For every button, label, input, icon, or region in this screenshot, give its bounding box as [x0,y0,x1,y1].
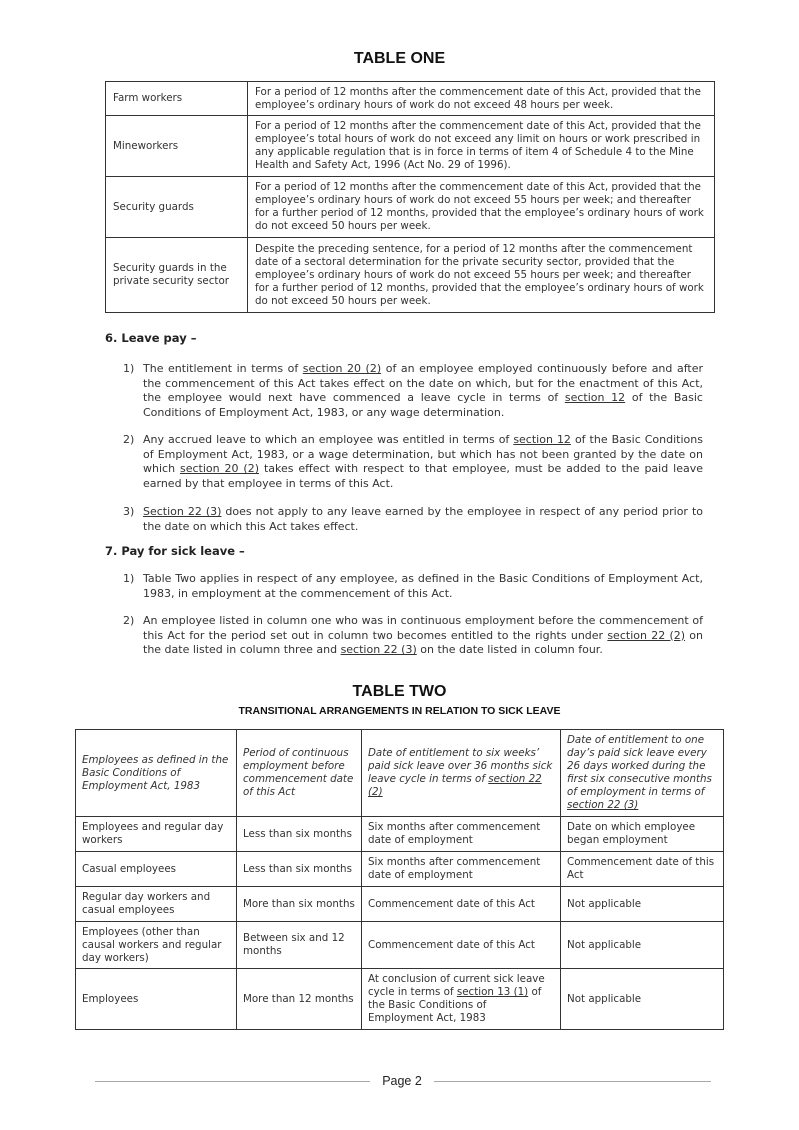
section-link[interactable]: section 20 (2) [179,462,260,475]
table-cell: Commencement date of this Act [362,922,561,969]
section-link[interactable]: section 22 (3) [340,643,417,656]
list-item [123,572,703,601]
list-item-text: Section 22 (3) does not apply to any leave earned by the employee in respect of any period prior to the date on which this Act takes effect. [143,505,703,533]
list-item-number: 2) [123,614,135,627]
list-item [123,505,703,534]
table-row [76,969,724,1030]
table-cell: Casual employees [76,852,237,887]
table-row [76,922,724,969]
list-item-text: Any accrued leave to which an employee was entitled in terms of section 12 of the Basic Conditions of Employment Act, 1983, or a wage determination, but which has not been granted by the date on which section 20 (2) takes effect with respect to that employee, must be added to the paid leave earned by that employee in terms of this Act. [143,433,703,490]
section-link[interactable]: Section 22 (3) [143,505,222,518]
table-cell: Less than six months [237,852,362,887]
section-6-heading: 6. Leave pay – [105,331,197,345]
table-cell: Not applicable [561,969,724,1030]
table-cell-category: Farm workers [106,82,248,116]
table-row [106,177,715,238]
table-cell: Six months after commencement date of employment [362,817,561,852]
table-cell-category: Mineworkers [106,116,248,177]
list-item-number: 2) [123,433,135,446]
table-cell: More than six months [237,887,362,922]
table-cell: Date on which employee began employment [561,817,724,852]
section-link[interactable]: section 22 (2) [368,773,542,798]
table-one [105,81,715,313]
table-row [106,116,715,177]
table-cell: Commencement date of this Act [561,852,724,887]
page-number: Page 2 [382,1074,422,1088]
section-link[interactable]: section 22 (2) [607,628,686,642]
table-cell: Employees and regular day workers [76,817,237,852]
list-item-number: 1) [123,572,135,585]
section-link[interactable]: section 22 (3) [567,799,639,811]
section-link[interactable]: section 12 [513,433,571,446]
table-cell: Employees [76,969,237,1030]
column-header: Period of continuous employment before commencement date of this Act [237,730,362,817]
table-header-row [76,730,724,817]
table-cell: More than 12 months [237,969,362,1030]
footer-divider-left [95,1081,370,1082]
list-item-number: 3) [123,505,135,518]
table-row [76,852,724,887]
list-item-number: 1) [123,362,135,375]
table-cell-category: Security guards [106,177,248,238]
table-cell: Commencement date of this Act [362,887,561,922]
section-7-heading: 7. Pay for sick leave – [105,544,245,558]
table-cell: At conclusion of current sick leave cycle in terms of section 13 (1) of the Basic Conditions of Employment Act, 1983 [362,969,561,1030]
table-one-title: TABLE ONE [353,50,446,67]
column-header: Date of entitlement to one day’s paid sick leave every 26 days worked during the first six consecutive months of employment in terms of section 22 (3) [561,730,724,817]
table-cell-provision: For a period of 12 months after the commencement date of this Act, provided that the employee’s total hours of work do not exceed any limit on hours or work prescribed in any applicable regulation that is in force in terms of item 4 of Schedule 4 to the Mine Health and Safety Act, 1996 (Act No. 29 of 1996). [248,116,715,177]
list-item [123,433,703,491]
section-link[interactable]: section 20 (2) [302,362,382,375]
section-link[interactable]: section 12 [564,391,626,404]
footer-divider-right [434,1081,711,1082]
table-cell: Between six and 12 months [237,922,362,969]
table-two-title: TABLE TWO [352,683,447,700]
list-item-text: An employee listed in column one who was in continuous employment before the commencement of this Act for the period set out in column two becomes entitled to the rights under section 22 (2) on the date listed in column three and section 22 (3) on the date listed in column four. [143,614,704,656]
table-row [106,238,715,313]
table-cell: Not applicable [561,887,724,922]
table-cell: Regular day workers and casual employees [76,887,237,922]
table-cell-provision: Despite the preceding sentence, for a period of 12 months after the commencement date of a sectoral determination for the private security sector, provided that the employee’s ordinary hours of work do not exceed 55 hours per week; and thereafter for a further period of 12 months, provided that the employee’s ordinary hours of work do not exceed 50 hours per week. [248,238,715,313]
list-item [123,614,703,658]
table-row [76,817,724,852]
table-row [106,82,715,116]
table-cell: Employees (other than causal workers and regular day workers) [76,922,237,969]
column-header: Employees as defined in the Basic Conditions of Employment Act, 1983 [76,730,237,817]
table-row [76,887,724,922]
table-cell: Not applicable [561,922,724,969]
list-item-text: Table Two applies in respect of any employee, as defined in the Basic Conditions of Employment Act, 1983, in employment at the commencement of this Act. [143,572,703,600]
table-cell-provision: For a period of 12 months after the commencement date of this Act, provided that the employee’s ordinary hours of work do not exceed 48 hours per week. [248,82,715,116]
table-cell-category: Security guards in the private security sector [106,238,248,313]
column-header: Date of entitlement to six weeks’ paid sick leave over 36 months sick leave cycle in terms of section 22 (2) [362,730,561,817]
list-item-text: The entitlement in terms of section 20 (2) of an employee employed continuously before and after the commencement of this Act takes effect on the date on which, but for the enactment of this Act, the employee would next have commenced a leave cycle in terms of section 12 of the Basic Conditions of Employment Act, 1983, or any wage determination. [143,362,703,419]
table-two [75,729,724,1030]
table-cell: Six months after commencement date of employment [362,852,561,887]
list-item [123,362,703,420]
section-link[interactable]: section 13 (1) [456,986,529,998]
table-cell-provision: For a period of 12 months after the commencement date of this Act, provided that the employee’s ordinary hours of work do not exceed 55 hours per week; and thereafter for a further period of 12 months, provided that the employee’s ordinary hours of work do not exceed 50 hours per week. [248,177,715,238]
table-two-subtitle: TRANSITIONAL ARRANGEMENTS IN RELATION TO SICK LEAVE [238,705,561,717]
table-cell: Less than six months [237,817,362,852]
